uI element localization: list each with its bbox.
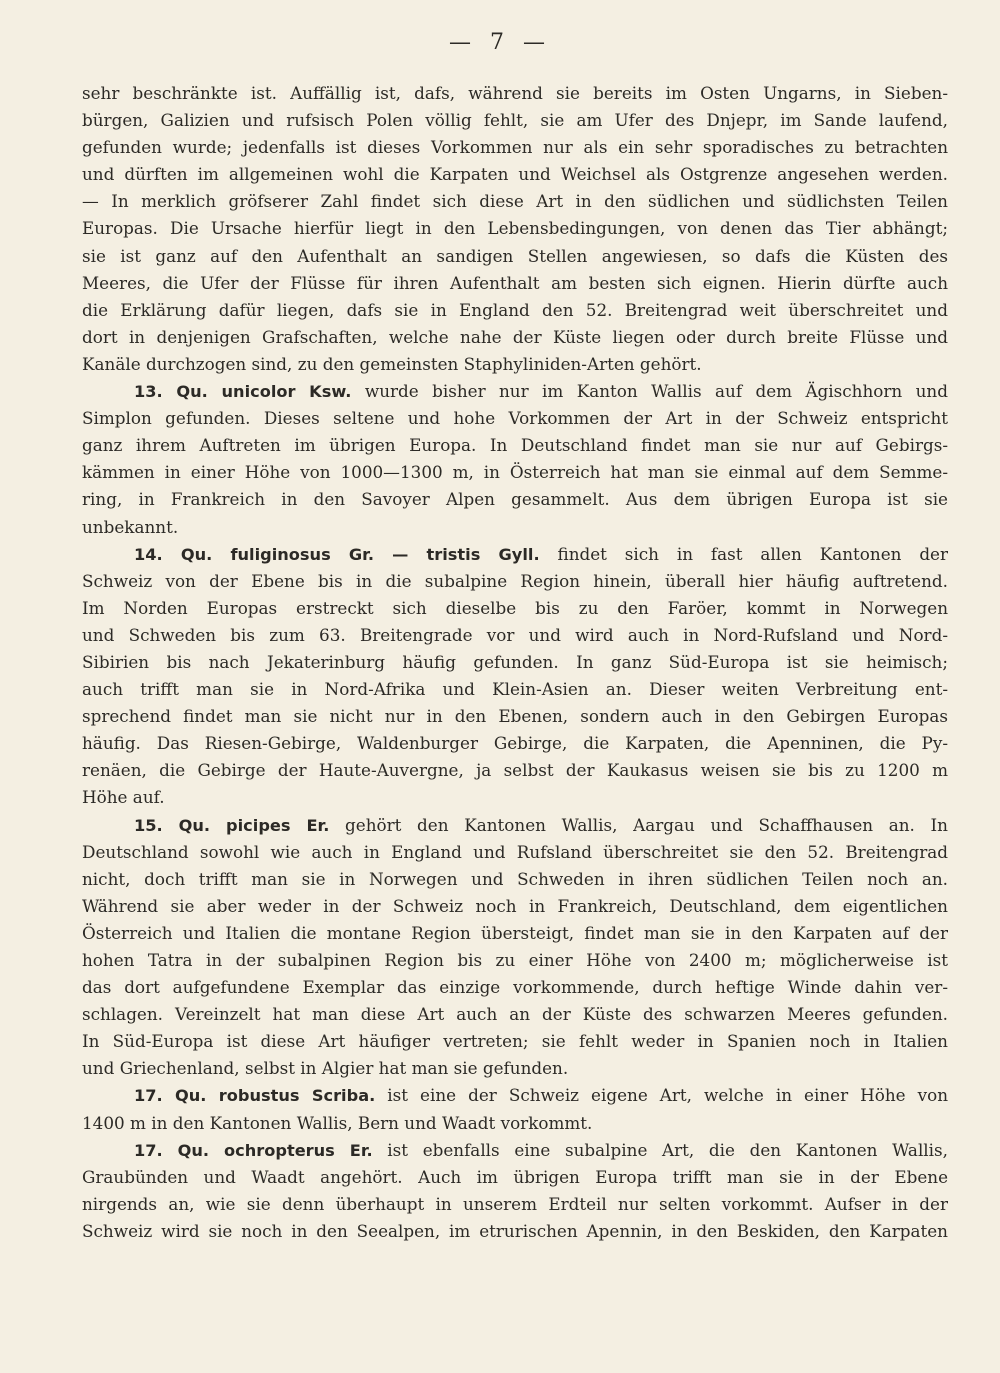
- text-line: [82, 107, 948, 134]
- line-text: und Griechenland, selbst in Algier hat man sie gefunden.: [82, 1058, 569, 1079]
- species-heading: 14. Qu. fuliginosus Gr. — tristis Gyll.: [134, 544, 540, 564]
- line-text: Während sie aber weder in der Schweiz noch in Frankreich, Deutschland, dem eigentlichen: [82, 895, 948, 916]
- text-line: [82, 270, 948, 297]
- line-text: sie ist ganz auf den Aufenthalt an sandigen Stellen angewiesen, so dafs die Küsten des: [82, 245, 948, 266]
- line-text: ist eine der Schweiz eigene Art, welche in einer Höhe von: [375, 1085, 948, 1106]
- page-number: — 7 —: [449, 30, 551, 55]
- text-line: [82, 1137, 948, 1164]
- text-line: [82, 459, 948, 486]
- text-line: [82, 243, 948, 270]
- text-line: [82, 974, 948, 1001]
- line-text: Deutschland sowohl wie auch in England und Rufsland überschreitet sie den 52. Breitengrad: [82, 841, 948, 862]
- text-line: [82, 297, 948, 324]
- text-line: [82, 351, 948, 378]
- text-line: [82, 1082, 948, 1109]
- text-line: [82, 134, 948, 161]
- line-text: bürgen, Galizien und rufsisch Polen völlig fehlt, sie am Ufer des Dnjepr, im Sande laufend,: [82, 110, 948, 131]
- text-line: [82, 947, 948, 974]
- species-heading: 17. Qu. robustus Scriba.: [134, 1086, 376, 1106]
- text-line: [82, 703, 948, 730]
- text-line: [82, 161, 948, 188]
- line-text: nirgends an, wie sie denn überhaupt in unserem Erdteil nur selten vorkommt. Aufser in der: [82, 1193, 948, 1214]
- line-text: Im Norden Europas erstreckt sich dieselbe bis zu den Faröer, kommt in Norwegen: [82, 597, 948, 618]
- text-line: [82, 514, 948, 541]
- text-line: [82, 378, 948, 405]
- line-text: häufig. Das Riesen-Gebirge, Waldenburger Gebirge, die Karpaten, die Apenninen, die Py-: [82, 733, 948, 754]
- text-line: [82, 568, 948, 595]
- line-text: ist ebenfalls eine subalpine Art, die den Kantonen Wallis,: [372, 1139, 948, 1160]
- line-text: Simplon gefunden. Dieses seltene und hohe Vorkommen der Art in der Schweiz entspricht: [82, 408, 948, 429]
- text-line: [82, 595, 948, 622]
- species-heading: 15. Qu. picipes Er.: [134, 815, 330, 835]
- text-line: [82, 1110, 948, 1137]
- text-line: [82, 676, 948, 703]
- text-line: [82, 866, 948, 893]
- line-text: 1400 m in den Kantonen Wallis, Bern und Waadt vorkommt.: [82, 1112, 593, 1133]
- line-text: und dürften im allgemeinen wohl die Karpaten und Weichsel als Ostgrenze angesehen werden.: [82, 164, 948, 185]
- line-text: Meeres, die Ufer der Flüsse für ihren Aufenthalt am besten sich eignen. Hierin dürfte auch: [82, 272, 948, 293]
- body-text: [82, 80, 948, 1245]
- line-text: Graubünden und Waadt angehört. Auch im übrigen Europa trifft man sie in der Ebene: [82, 1166, 948, 1187]
- text-line: [82, 893, 948, 920]
- line-text: renäen, die Gebirge der Haute-Auvergne, ja selbst der Kaukasus weisen sie bis zu 1200 m: [82, 760, 948, 781]
- line-text: Schweiz wird sie noch in den Seealpen, im etrurischen Apennin, in den Beskiden, den Karpaten: [82, 1220, 948, 1241]
- text-line: [82, 1218, 948, 1245]
- line-text: Sibirien bis nach Jekaterinburg häufig gefunden. In ganz Süd-Europa ist sie heimisch;: [82, 651, 948, 672]
- text-line: [82, 405, 948, 432]
- text-line: [82, 839, 948, 866]
- line-text: und Schweden bis zum 63. Breitengrade vor und wird auch in Nord-Rufsland und Nord-: [82, 624, 948, 645]
- line-text: wurde bisher nur im Kanton Wallis auf dem Ägischhorn und: [351, 381, 948, 402]
- line-text: In Süd-Europa ist diese Art häufiger vertreten; sie fehlt weder in Spanien noch in Italien: [82, 1031, 948, 1052]
- line-text: ganz ihrem Auftreten im übrigen Europa. In Deutschland findet man sie nur auf Gebirgs-: [82, 435, 948, 456]
- line-text: Kanäle durchzogen sind, zu den gemeinsten Staphyliniden-Arten gehört.: [82, 353, 702, 374]
- line-text: unbekannt.: [82, 516, 179, 537]
- line-text: sprechend findet man sie nicht nur in den Ebenen, sondern auch in den Gebirgen Europas: [82, 706, 948, 727]
- text-line: [82, 324, 948, 351]
- text-line: [82, 1164, 948, 1191]
- line-text: gefunden wurde; jedenfalls ist dieses Vorkommen nur als ein sehr sporadisches zu betrachten: [82, 137, 948, 158]
- text-line: [82, 622, 948, 649]
- line-text: dort in denjenigen Grafschaften, welche nahe der Küste liegen oder durch breite Flüsse und: [82, 326, 948, 347]
- line-text: Europas. Die Ursache hierfür liegt in den Lebensbedingungen, von denen das Tier abhängt;: [82, 218, 948, 239]
- text-line: [82, 757, 948, 784]
- text-line: [82, 215, 948, 242]
- line-text: — In merklich gröfserer Zahl findet sich diese Art in den südlichen und südlichsten Teilen: [82, 191, 948, 212]
- text-line: [82, 80, 948, 107]
- text-line: [82, 1191, 948, 1218]
- line-text: Höhe auf.: [82, 787, 165, 808]
- line-text: das dort aufgefundene Exemplar das einzige vorkommende, durch heftige Winde dahin ver-: [82, 977, 948, 998]
- line-text: Schweiz von der Ebene bis in die subalpine Region hinein, überall hier häufig auftretend.: [82, 570, 948, 591]
- text-line: [82, 541, 948, 568]
- text-line: [82, 1001, 948, 1028]
- line-text: nicht, doch trifft man sie in Norwegen und Schweden in ihren südlichen Teilen noch an.: [82, 868, 948, 889]
- text-line: [82, 1028, 948, 1055]
- text-line: [82, 188, 948, 215]
- line-text: kämmen in einer Höhe von 1000—1300 m, in Österreich hat man sie einmal auf dem Semme-: [82, 462, 948, 483]
- species-heading: 17. Qu. ochropterus Er.: [134, 1140, 373, 1160]
- text-line: [82, 432, 948, 459]
- line-text: ring, in Frankreich in den Savoyer Alpen gesammelt. Aus dem übrigen Europa ist sie: [82, 489, 948, 510]
- line-text: sehr beschränkte ist. Auffällig ist, dafs, während sie bereits im Osten Ungarns, in Sieben-: [82, 83, 948, 103]
- line-text: findet sich in fast allen Kantonen der: [539, 543, 948, 564]
- text-line: [82, 730, 948, 757]
- line-text: gehört den Kantonen Wallis, Aargau und Schaffhausen an. In: [329, 814, 948, 835]
- line-text: die Erklärung dafür liegen, dafs sie in England den 52. Breitengrad weit überschreitet und: [82, 299, 948, 320]
- text-line: [82, 649, 948, 676]
- text-line: [82, 812, 948, 839]
- line-text: schlagen. Vereinzelt hat man diese Art auch an der Küste des schwarzen Meeres gefunden.: [82, 1004, 948, 1025]
- species-heading: 13. Qu. unicolor Ksw.: [134, 382, 352, 402]
- line-text: Österreich und Italien die montane Region übersteigt, findet man sie in den Karpaten auf der: [82, 922, 948, 943]
- text-line: [82, 486, 948, 513]
- text-line: [82, 784, 948, 811]
- text-line: [82, 1055, 948, 1082]
- text-line: [82, 920, 948, 947]
- line-text: hohen Tatra in der subalpinen Region bis zu einer Höhe von 2400 m; möglicherweise ist: [82, 950, 948, 970]
- line-text: auch trifft man sie in Nord-Afrika und Klein-Asien an. Dieser weiten Verbreitung ent-: [82, 679, 948, 700]
